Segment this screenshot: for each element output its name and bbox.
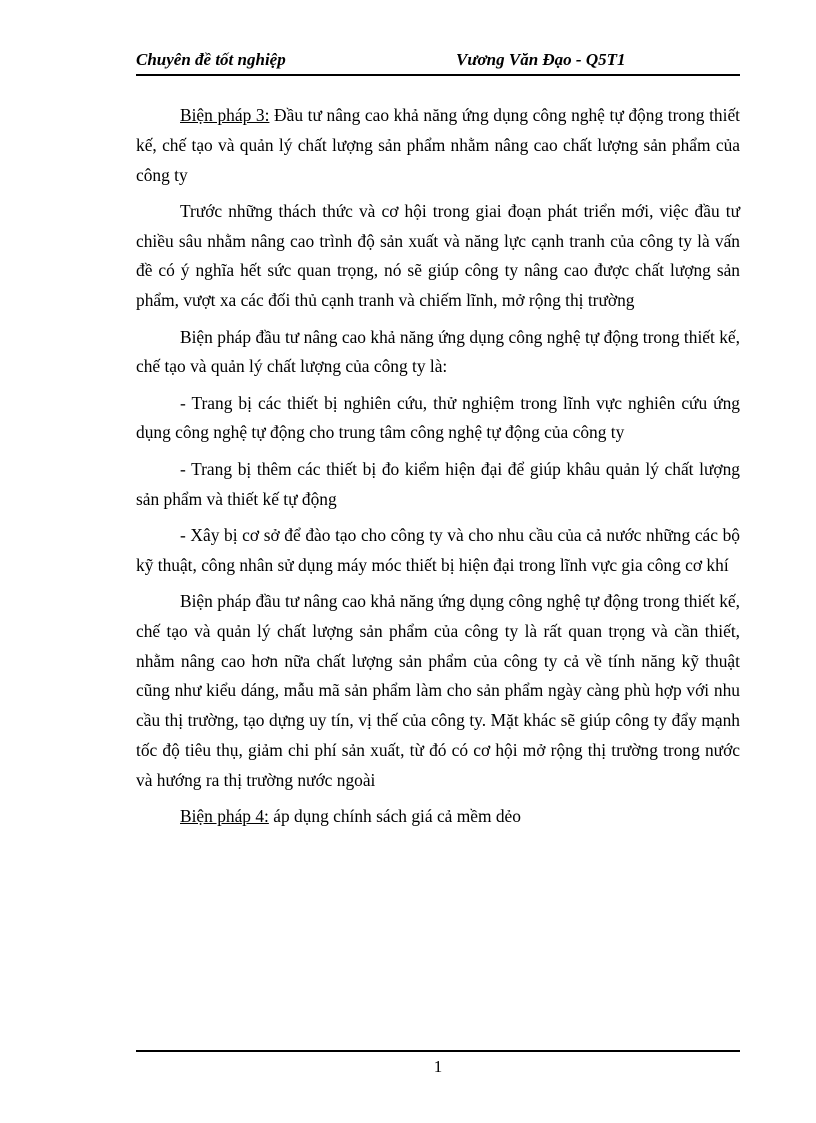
paragraph-measure-3 (136, 101, 740, 190)
bullet-research-equipment: - Trang bị các thiết bị nghiên cứu, thử nghiệm trong lĩnh vực nghiên cứu ứng dụng công nghệ tự động cho trung tâm công nghệ tự động của công ty (136, 392, 740, 443)
header-title: Chuyên đề tốt nghiệp (136, 50, 286, 69)
paragraph-measure-intro: Biện pháp đầu tư nâng cao khả năng ứng dụng công nghệ tự động trong thiết kế, chế tạo và quản lý chất lượng của công ty là: (136, 326, 740, 377)
measure-4-text: áp dụng chính sách giá cả mềm dẻo (268, 806, 521, 827)
page-header (136, 48, 740, 76)
document-body (136, 101, 740, 838)
bullet-measuring-equipment: - Trang bị thêm các thiết bị đo kiểm hiện đại để giúp khâu quản lý chất lượng sản phẩm và thiết kế tự động (136, 458, 740, 509)
measure-3-label: Biện pháp 3: (180, 105, 270, 125)
bullet-training-facility: - Xây bị cơ sở để đào tạo cho công ty và cho nhu cầu của cả nước những các bộ kỹ thuật, công nhân sử dụng máy móc thiết bị hiện đại trong lĩnh vực gia công cơ khí (136, 524, 740, 575)
measure-4-label: Biện pháp 4: (180, 806, 269, 827)
paragraph-measure-4 (136, 802, 740, 832)
page-number: 1 (433, 1057, 443, 1076)
paragraph-context: Trước những thách thức và cơ hội trong giai đoạn phát triển mới, việc đầu tư chiều sâu nhằm nâng cao trình độ sản xuất và năng lực cạnh tranh của công ty là vấn đề có ý nghĩa hết sức quan trọng, nó sẽ giúp công ty nâng cao được chất lượng sản phẩm, vượt xa các đối thủ cạnh tranh và chiếm lĩnh, mở rộng thị trường (136, 200, 740, 311)
paragraph-importance: Biện pháp đầu tư nâng cao khả năng ứng dụng công nghệ tự động trong thiết kế, chế tạo và quản lý chất lượng sản phẩm của công ty là rất quan trọng và cần thiết, nhằm nâng cao hơn nữa chất lượng sản phẩm của công ty cả về tính năng kỹ thuật cũng như kiểu dáng, mẫu mã sản phẩm làm cho sản phẩm ngày càng phù hợp với nhu cầu thị trường, tạo dựng uy tín, vị thế của công ty. Mặt khác sẽ giúp công ty đẩy mạnh tốc độ tiêu thụ, giảm chi phí sản xuất, từ đó có cơ hội mở rộng thị trường trong nước và hướng ra thị trường nước ngoài (136, 590, 740, 790)
measure-3-text: Đầu tư nâng cao khả năng ứng dụng công nghệ tự động trong thiết kế, chế tạo và quản lý chất lượng sản phẩm nhằm nâng cao chất lượng sản phẩm của công ty (136, 105, 740, 185)
footer-divider (136, 1050, 740, 1052)
header-author: Vương Văn Đạo - Q5T1 (456, 50, 626, 69)
